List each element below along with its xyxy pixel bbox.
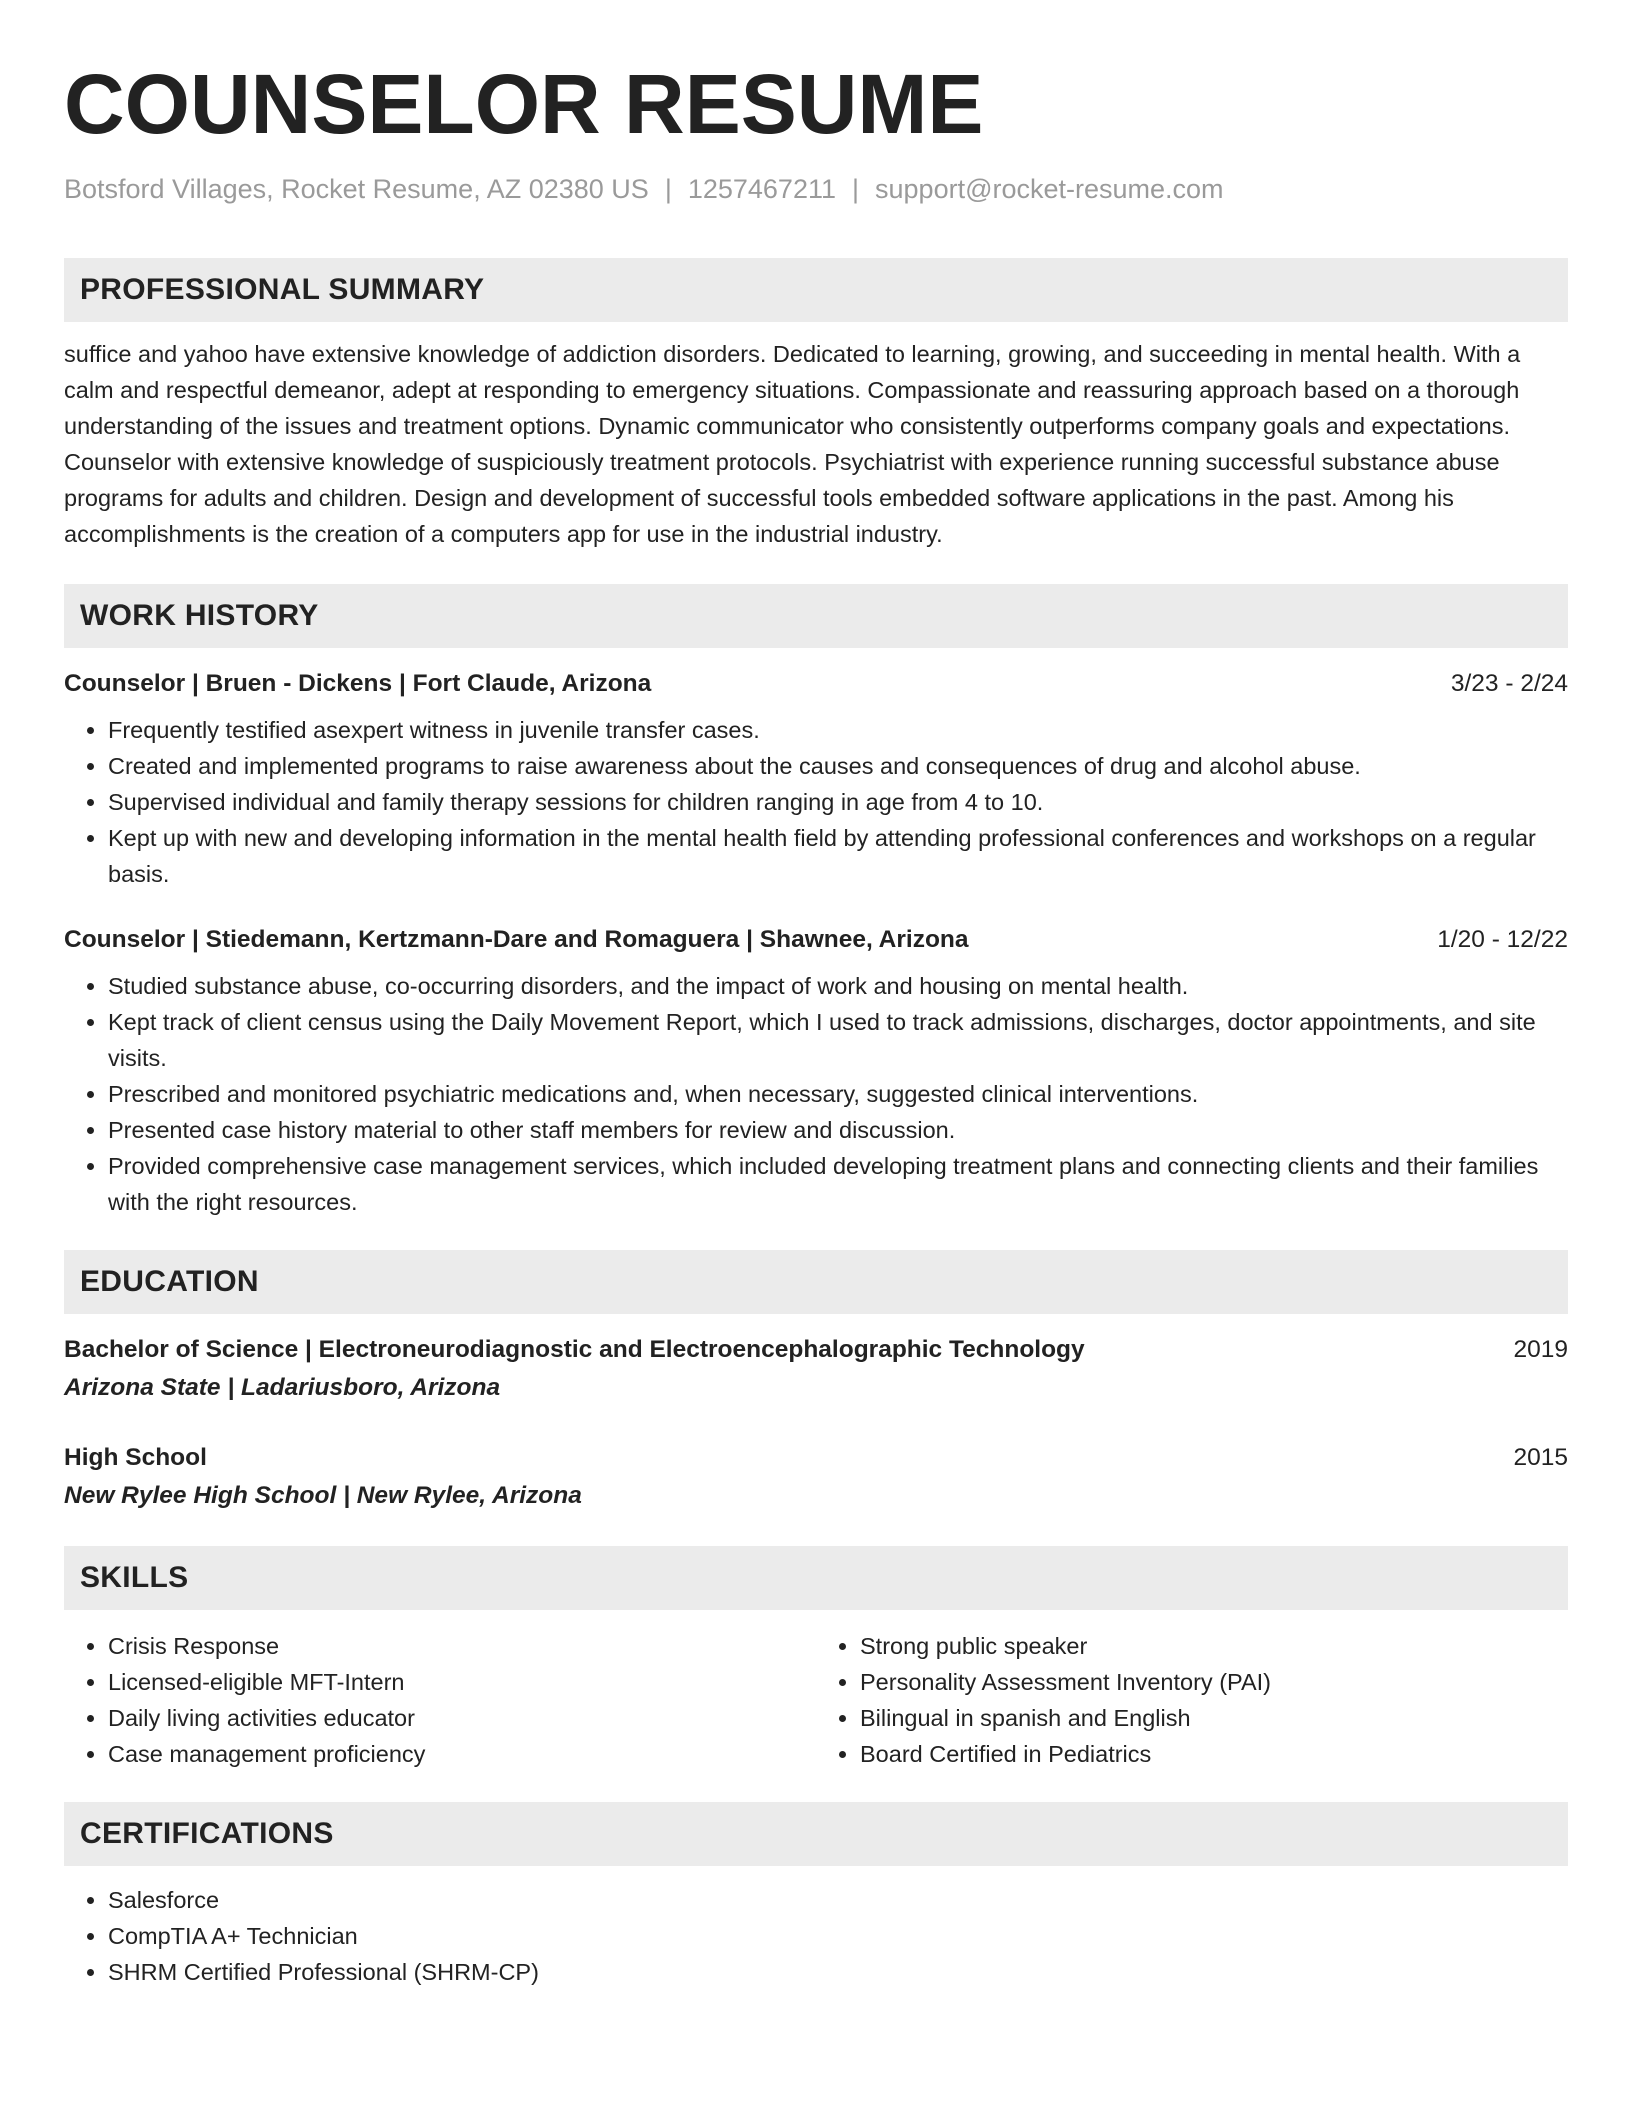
- education-school: New Rylee High School | New Rylee, Arizona: [64, 1482, 582, 1509]
- education-entry: [64, 1442, 1568, 1512]
- contact-separator: |: [852, 174, 860, 204]
- job-entry: [64, 924, 1568, 1220]
- education-entry: [64, 1334, 1568, 1404]
- education-degree: Bachelor of Science | Electroneurodiagnostic and Electroencephalographic Technology: [64, 1336, 1085, 1363]
- job-bullet: • Kept up with new and developing information in the mental health field by attending professional conferences and workshops on a regular basis.: [108, 820, 1568, 892]
- skills-grid: [64, 1628, 1568, 1772]
- education-header: [64, 1334, 1568, 1366]
- education-year: 2015: [1513, 1444, 1568, 1471]
- section-header-certifications: CERTIFICATIONS: [64, 1802, 1568, 1866]
- job-header: [64, 924, 1568, 956]
- job-entry: [64, 668, 1568, 892]
- skill-item: • Board Certified in Pediatrics: [860, 1736, 1568, 1772]
- skills-list: [816, 1628, 1568, 1772]
- summary-text: suffice and yahoo have extensive knowledge of addiction disorders. Dedicated to learning, growing, and succeeding in mental health. With a calm and respectful demeanor, adept at responding to emergency situations. Compassionate and reassuring approach based on a thorough understanding of the issues and treatment options. Dynamic communicator who consistently outperforms company goals and expectations. Counselor with extensive knowledge of suspiciously treatment protocols. Psychiatrist with experience running successful substance abuse programs for adults and children. Design and development of successful tools embedded software applications in the past. Among his accomplishments is the creation of a computers app for use in the industrial industry.: [64, 341, 1521, 547]
- certifications-list: [64, 1882, 1568, 1990]
- job-title: Counselor | Bruen - Dickens | Fort Claude, Arizona: [64, 670, 652, 697]
- job-bullets: [64, 712, 1568, 892]
- skill-item: • Strong public speaker: [860, 1628, 1568, 1664]
- contact-separator: |: [664, 174, 672, 204]
- education-school: Arizona State | Ladariusboro, Arizona: [64, 1374, 501, 1401]
- section-header-summary: PROFESSIONAL SUMMARY: [64, 258, 1568, 322]
- job-bullet: • Kept track of client census using the Daily Movement Report, which I used to track admissions, discharges, doctor appointments, and site visits.: [108, 1004, 1568, 1076]
- skill-item: • Crisis Response: [108, 1628, 816, 1664]
- job-dates: 3/23 - 2/24: [1450, 670, 1568, 697]
- contact-phone: 1257467211: [687, 174, 836, 204]
- job-bullet: • Prescribed and monitored psychiatric medications and, when necessary, suggested clinical interventions.: [108, 1076, 1568, 1112]
- skills-column-left: [64, 1628, 816, 1772]
- job-bullets: [64, 968, 1568, 1220]
- contact-line: [64, 172, 1568, 206]
- skill-item: • Daily living activities educator: [108, 1700, 816, 1736]
- job-bullet: • Supervised individual and family therapy sessions for children ranging in age from 4 to 10.: [108, 784, 1568, 820]
- job-bullet: • Provided comprehensive case management services, which included developing treatment plans and connecting clients and their families with the right resources.: [108, 1148, 1568, 1220]
- skill-item: • Case management proficiency: [108, 1736, 816, 1772]
- section-header-work-history: WORK HISTORY: [64, 584, 1568, 648]
- skill-item: • Bilingual in spanish and English: [860, 1700, 1568, 1736]
- job-header: [64, 668, 1568, 700]
- certification-item: • SHRM Certified Professional (SHRM-CP): [108, 1954, 1568, 1990]
- education-year: 2019: [1513, 1336, 1568, 1363]
- skill-item: • Personality Assessment Inventory (PAI): [860, 1664, 1568, 1700]
- skills-column-right: [816, 1628, 1568, 1772]
- skills-list: [64, 1628, 816, 1772]
- job-bullet: • Frequently testified asexpert witness in juvenile transfer cases.: [108, 712, 1568, 748]
- job-bullet: • Studied substance abuse, co-occurring disorders, and the impact of work and housing on mental health.: [108, 968, 1568, 1004]
- job-bullet: • Created and implemented programs to raise awareness about the causes and consequences of drug and alcohol abuse.: [108, 748, 1568, 784]
- job-title: Counselor | Stiedemann, Kertzmann-Dare and Romaguera | Shawnee, Arizona: [64, 926, 969, 953]
- skill-item: • Licensed-eligible MFT-Intern: [108, 1664, 816, 1700]
- job-dates: 1/20 - 12/22: [1437, 926, 1568, 953]
- section-header-education: EDUCATION: [64, 1250, 1568, 1314]
- certification-item: • CompTIA A+ Technician: [108, 1918, 1568, 1954]
- contact-email: support@rocket-resume.com: [875, 174, 1224, 204]
- job-bullet: • Presented case history material to other staff members for review and discussion.: [108, 1112, 1568, 1148]
- resume-page: [64, 56, 1568, 1990]
- contact-address: Botsford Villages, Rocket Resume, AZ 02380 US: [64, 174, 649, 204]
- education-degree: High School: [64, 1444, 207, 1471]
- certification-item: • Salesforce: [108, 1882, 1568, 1918]
- education-header: [64, 1442, 1568, 1474]
- resume-title: COUNSELOR RESUME: [64, 57, 984, 151]
- section-header-skills: SKILLS: [64, 1546, 1568, 1610]
